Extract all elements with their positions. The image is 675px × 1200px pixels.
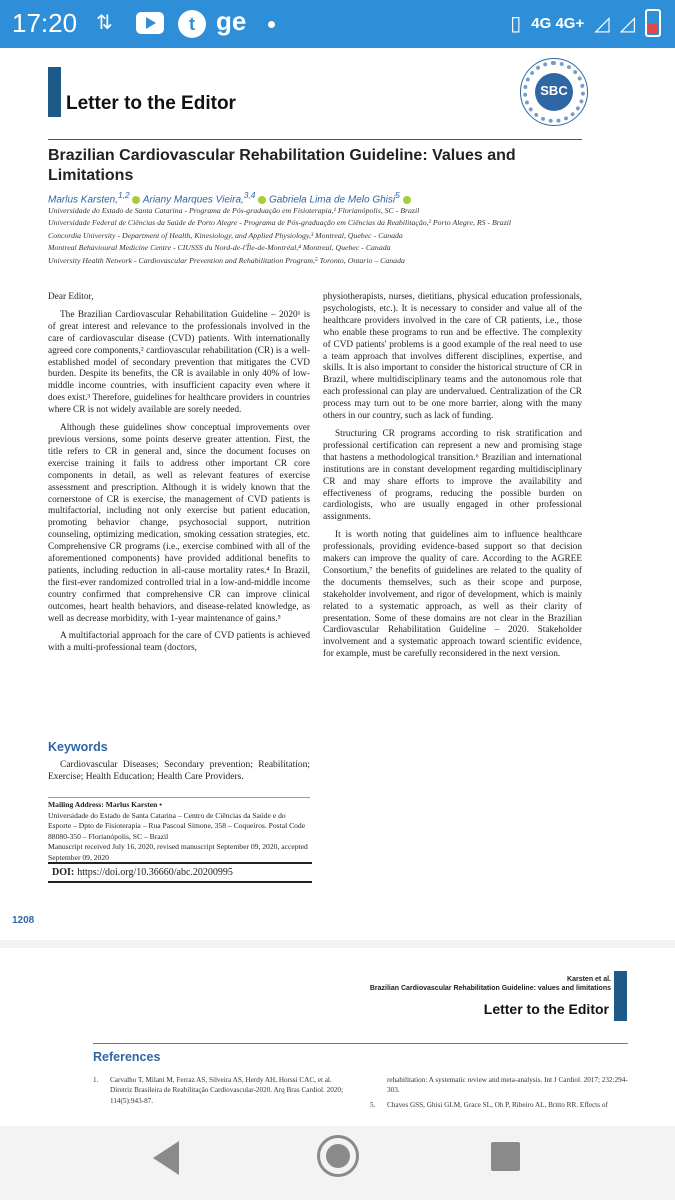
reference-text: Chaves GSS, Ghisi GLM, Grace SL, Oh P, Ribeiro AL, Britto RR. Effects of	[387, 1100, 608, 1109]
running-title: Brazilian Cardiovascular Rehabilitation Guideline: values and limitations	[369, 985, 611, 992]
doi-label: DOI:	[52, 867, 75, 878]
author[interactable]: Gabriela Lima de Melo Ghisi	[268, 194, 396, 206]
affiliations	[48, 205, 588, 267]
affiliation: Montreal Behavioural Medicine Centre - CIUSSS du Nord-de-l'Île-de-Montréal,⁴ Montreal, Quebec - Canada	[48, 243, 391, 253]
affiliation: Universidade Federal de Ciências da Saúde de Porto Alegre - Programa de Pós-graduação em Ciências da Reabilitação,² Porto Alegre, RS - Brazil	[48, 218, 512, 228]
mailing-line: Manuscript received July 16, 2020, revised manuscript September 09, 2020, accepted September 09, 2020	[48, 842, 308, 862]
keywords-text: Cardiovascular Diseases; Secondary prevention; Reabilitation; Exercise; Health Education; Health Care Providers.	[48, 760, 310, 782]
keywords-title: Keywords	[48, 740, 108, 754]
status-bar	[0, 0, 675, 48]
page-gap	[0, 940, 675, 948]
salutation: Dear Editor,	[48, 292, 94, 302]
reference-item[interactable]	[370, 1100, 632, 1110]
author[interactable]: Marlus Karsten,	[48, 194, 119, 206]
page-number: 1208	[12, 915, 35, 926]
references-title: References	[93, 1050, 161, 1064]
affiliation: Universidade do Estado de Santa Catarina - Programa de Pós-graduação em Fisioterapia,¹ Florianópolis, SC - Brazil	[48, 206, 420, 215]
references-left	[93, 1075, 355, 1108]
mailing-label: Mailing Address: Marlus Karsten •	[48, 800, 162, 809]
paragraph: physiotherapists, nurses, dietitians, physical education professionals, psychologists, etc.). It is necessary to consider and value all of the healthcare providers involved in the care of CR patients, i.e., those who enable these programs to run and be effective. The complexity of CVD patients' problems is a good example of the real need to use a team approach that involves different disciplines, expertise, and skills. It is also important to consider the historical structure of CR in Brazil, where multidisciplinary teams and the autonomous role that each professional can play are undervalued. Centralization of the CR process may turn out to be one more barrier, along with the many others in our country, such as lack of funding.	[323, 292, 582, 422]
running-author: Karsten et al.	[567, 976, 611, 983]
back-icon[interactable]	[153, 1141, 179, 1175]
reference-text: Carvalho T, Milani M, Ferraz AS, Silveira AS, Herdy AH, Horssi CAC, et al. Diretriz Brasileira de Reabilitação Cardiovascular-2020. Arq Bras Cardiol. 2020; 114(5):943-87.	[110, 1076, 343, 1105]
author[interactable]: Ariany Marques Vieira,	[142, 194, 244, 206]
network-label: 4G 4G+	[531, 14, 585, 32]
references-right	[370, 1075, 632, 1112]
recents-icon[interactable]	[491, 1142, 520, 1171]
body-left-column	[48, 292, 310, 655]
notification-dot-icon	[268, 21, 275, 28]
navigation-bar	[0, 1126, 675, 1200]
section-bar	[48, 67, 61, 117]
article-title: Brazilian Cardiovascular Rehabilitation Guideline: Values and Limitations	[48, 147, 516, 184]
youtube-icon	[136, 12, 164, 34]
status-time: 17:20	[12, 8, 78, 38]
title-rule	[48, 139, 582, 140]
t-app-icon: t	[178, 10, 206, 38]
signal-icon-2: ◿	[619, 12, 635, 35]
mailing-line: Universidade do Estado de Santa Catarina – Centro de Ciências da Saúde e do Esporte – Dpto de Fisioterapia – Rua Pascoal Simone, 358 – Coqueiros. Postal Code 88080-350 – Florianópolis, SC – Brazil	[48, 810, 306, 841]
home-icon[interactable]	[317, 1135, 359, 1177]
paragraph: Although these guidelines show conceptual improvements over previous versions, some points deserve greater attention. First, the title refers to CR in general and, since the document focuses on exercise training it fails to address other important CR core components in detail, as well as relevant features of exercise assessment and prescription. Although it is widely known that the cornerstone of CR is exercise, the management of CVD patients is multifactorial, including not only exercise but patient education, promoting behavior change, psychosocial support, nutrition counseling, optimizing medication, smoking cessation strategies, etc. Comprehensive CR programs (i.e., exercise combined with all of the aforementioned components) have provided additional benefits to patients, including reduction in all-cause mortality rates.⁴ In Brazil, the first-ever randomized controlled trial in a low-and-middle income country confirmed that comprehensive CR can improve clinical outcomes, heart health behaviors, and disease-related knowledge, as well as decrease morbidity, with 1-year maintenance of gains.⁵	[48, 423, 310, 624]
author-list: Marlus Karsten,$^{1,2}$ Ariany Marques Vieira,$^{3,4}$ Gabriela Lima de Melo Ghisi$^5$	[48, 190, 411, 205]
signal-icon: ◿	[594, 12, 610, 35]
reference-number: 1.	[93, 1076, 99, 1084]
reference-item[interactable]	[93, 1075, 355, 1106]
orcid-icon[interactable]	[132, 196, 140, 204]
vibrate-icon: ▯	[510, 12, 522, 35]
body-right-column	[323, 292, 582, 661]
paragraph: The Brazilian Cardiovascular Rehabilitation Guideline – 2020¹ is of great interest and relevance to the professionals involved in the care of cardiovascular disease (CVD) patients. With internationally agreed core components,² cardiovascular rehabilitation (CR) is a well-established model of secondary prevention that mitigates the CVD burden. Despite its benefits, the CR is available in only 40% of low-middle income countries, with insufficient capacity even where it does exist.³ Therefore, guidelines for healthcare providers in countries where CR is not widely available are sorely needed.	[48, 309, 310, 416]
battery-icon	[645, 9, 661, 37]
paragraph: Structuring CR programs according to risk stratification and professional certification can represent a new and promising stage that hastens a methodological transition.⁶ Brazilian and international institutions are in constant development regarding multidisciplinary CR and may share efforts to improve the availability and effectiveness of programs, reducing the possible burden on cardiologists, who are usually engaged in other professional assignments.	[323, 428, 582, 523]
data-transfer-icon: ⇅	[96, 12, 113, 34]
paragraph: A multifactorial approach for the care of CVD patients is achieved with a multi-professional team (doctors,	[48, 631, 310, 654]
section-bar	[614, 971, 627, 1021]
reference-item[interactable]	[370, 1075, 632, 1096]
mailing-address	[48, 800, 310, 863]
affiliation: University Health Network - Cardiovascular Prevention and Rehabilitation Program,⁵ Toronto, Ontario – Canada	[48, 255, 405, 265]
paragraph: It is worth noting that guidelines aim to influence healthcare professionals, providing evidence-based support so that decision makers can improve the quality of care. According to the AGREE Consortium,⁷ the benefits of guidelines are related to the quality of the documents themselves, such as their scope and purpose, stakeholder involvement, and rigor of development, which is mainly related to a systematic approach, as well as their clarity of presentation. Some of these domains are not clear in the Brazilian Cardiovascular Rehabilitation Guideline – 2020. Stakeholder involvement and a systematic approach toward scientific evidence, for example, must be carefully reconsidered in the next version.	[323, 530, 582, 660]
logo-text: SBC	[535, 73, 573, 111]
status-app-text: ge	[216, 6, 247, 36]
section-label: Letter to the Editor	[66, 93, 236, 114]
doi-box	[48, 862, 312, 883]
orcid-icon[interactable]	[403, 196, 411, 204]
sbc-logo	[520, 58, 588, 126]
doi-link[interactable]: https://doi.org/10.36660/abc.20200995	[77, 867, 233, 878]
reference-number: 5.	[370, 1100, 376, 1109]
affiliation: Concordia University - Department of Health, Kinesiology, and Applied Physiology,³ Montreal, Quebec - Canada	[48, 230, 403, 240]
reference-text: rehabilitation: A systematic review and meta-analysis. Int J Cardiol. 2017; 232:294-303.	[387, 1076, 628, 1095]
mailing-rule	[48, 797, 310, 798]
orcid-icon[interactable]	[258, 196, 266, 204]
status-right-icons	[510, 9, 661, 37]
references-rule	[93, 1043, 628, 1044]
section-label-page2: Letter to the Editor	[483, 1001, 609, 1017]
running-head	[370, 975, 611, 993]
